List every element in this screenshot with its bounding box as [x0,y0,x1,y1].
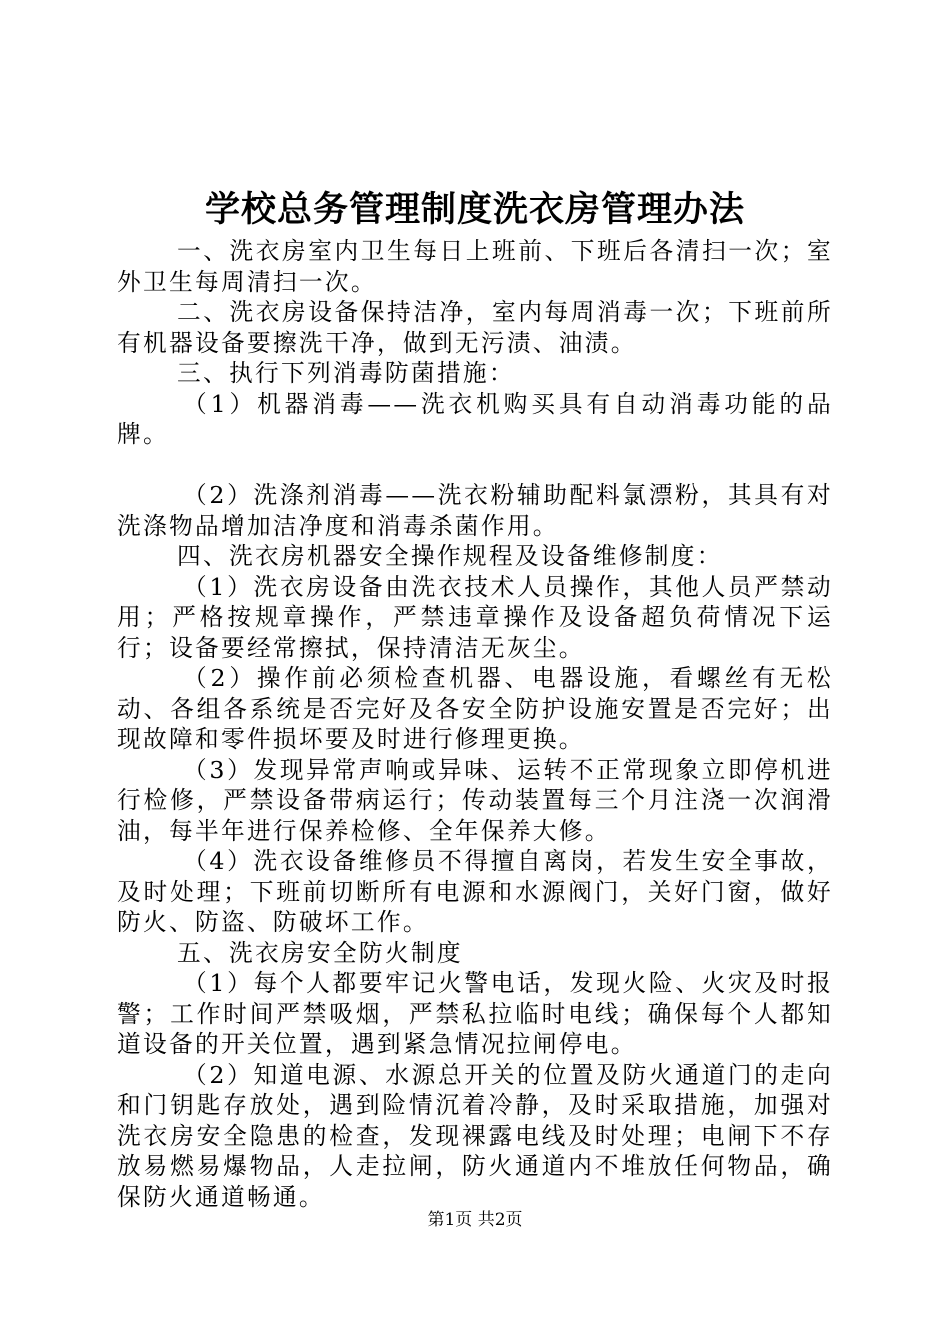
document-body [117,236,833,1212]
section-4-heading: 四、洗衣房机器安全操作规程及设备维修制度： [177,542,723,570]
section-4-item-3: （3）发现异常声响或异味、运转不正常现象立即停机进行检修，严禁设备带病运行；传动装置每三个月注浇一次润滑油，每半年进行保养检修、全年保养大修。 [117,755,833,845]
section-5-item-2: （2）知道电源、水源总开关的位置及防火通道门的走向和门钥匙存放处，遇到险情沉着冷静，及时采取措施，加强对洗衣房安全隐患的检查，发现裸露电线及时处理；电闸下不存放易燃易爆物品，人走拉闸，防火通道内不堆放任何物品，确保防火通道畅通。 [117,1060,833,1211]
section-3-item-1: （1）机器消毒——洗衣机购买具有自动消毒功能的品牌。 [117,389,833,448]
section-2-paragraph: 二、洗衣房设备保持洁净，室内每周消毒一次；下班前所有机器设备要擦洗干净，做到无污渍、油渍。 [117,298,833,357]
section-4-item-1: （1）洗衣房设备由洗衣技术人员操作，其他人员严禁动用；严格按规章操作，严禁违章操作及设备超负荷情况下运行；设备要经常擦拭，保持清洁无灰尘。 [117,572,833,662]
section-5-heading: 五、洗衣房安全防火制度 [177,938,463,967]
section-4-item-2: （2）操作前必须检查机器、电器设施，看螺丝有无松动、各组各系统是否完好及各安全防护设施安置是否完好；出现故障和零件损坏要及时进行修理更换。 [117,664,833,753]
section-3-item-2: （2）洗涤剂消毒——洗衣粉辅助配料氯漂粉，其具有对洗涤物品增加洁净度和消毒杀菌作用。 [117,481,833,540]
section-5-item-1: （1）每个人都要牢记火警电话，发现火险、火灾及时报警；工作时间严禁吸烟，严禁私拉临时电线；确保每个人都知道设备的开关位置，遇到紧急情况拉闸停电。 [117,969,833,1058]
section-3-heading: 三、执行下列消毒防菌措施： [177,359,515,387]
blank-line [117,450,833,481]
document-title: 学校总务管理制度洗衣房管理办法 [204,190,745,230]
section-4-item-4: （4）洗衣设备维修员不得擅自离岗，若发生安全事故，及时处理；下班前切断所有电源和水源阀门，关好门窗，做好防火、防盗、防破坏工作。 [117,847,833,936]
section-1-paragraph: 一、洗衣房室内卫生每日上班前、下班后各清扫一次；室外卫生每周清扫一次。 [117,237,833,296]
page-footer: 第1页 共2页 [427,1210,523,1230]
